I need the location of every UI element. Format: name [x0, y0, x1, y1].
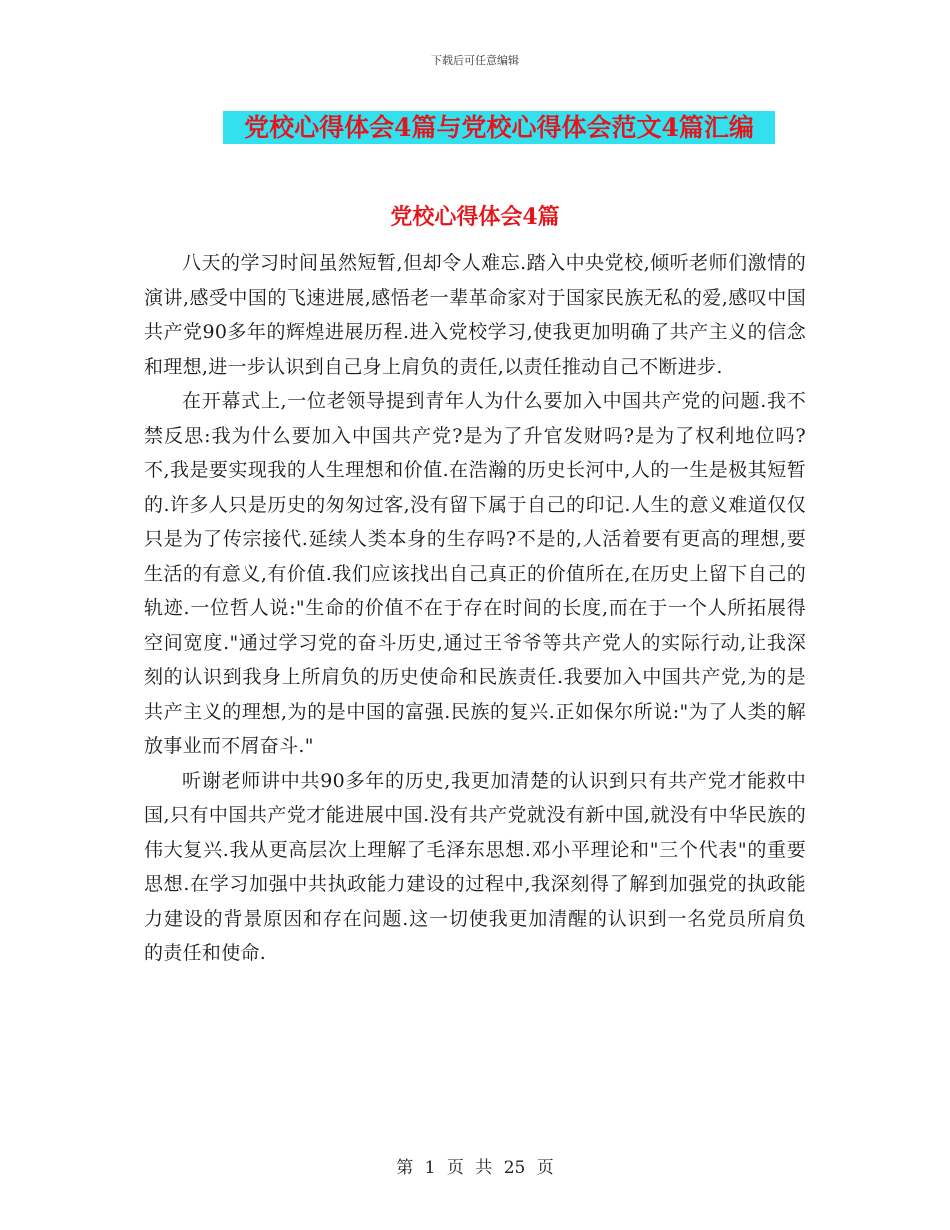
paragraph-3: 听谢老师讲中共90多年的历史,我更加清楚的认识到只有共产党才能救中国,只有中国共产党才能进展中国.没有共产党就没有新中国,就没有中华民族的伟大复兴.我从更高层次上理解了毛泽东思想.邓小平理论和"三个代表"的重要思想.在学习加强中共执政能力建设的过程中,我深刻得了解到加强党的执政能力建设的背景原因和存在问题.这一切使我更加清醒的认识到一名党员所肩负的责任和使命.: [144, 769, 806, 964]
document-title: 党校心得体会4篇与党校心得体会范文4篇汇编: [223, 111, 775, 144]
document-body: [144, 246, 806, 971]
section-title: 党校心得体会4篇: [390, 204, 560, 230]
page-number-footer: 第 1 页 共 25 页: [396, 1158, 554, 1178]
header-note: 下载后可任意编辑: [431, 54, 519, 67]
paragraph-2: 在开幕式上,一位老领导提到青年人为什么要加入中国共产党的问题.我不禁反思:我为什么要加入中国共产党?是为了升官发财吗?是为了权利地位吗?不,我是要实现我的人生理想和价值.在浩瀚的历史长河中,人的一生是极其短暂的.许多人只是历史的匆匆过客,没有留下属于自己的印记.人生的意义难道仅仅只是为了传宗接代.延续人类本身的生存吗?不是的,人活着要有更高的理想,要生活的有意义,有价值.我们应该找出自己真正的价值所在,在历史上留下自己的轨迹.一位哲人说:"生命的价值不在于存在时间的长度,而在于一个人所拓展得空间宽度."通过学习党的奋斗历史,通过王爷爷等共产党人的实际行动,让我深刻的认识到我身上所肩负的历史使命和民族责任.我要加入中国共产党,为的是共产主义的理想,为的是中国的富强.民族的复兴.正如保尔所说:"为了人类的解放事业而不屑奋斗.": [144, 390, 806, 757]
paragraph-1: 八天的学习时间虽然短暂,但却令人难忘.踏入中央党校,倾听老师们激情的演讲,感受中国的飞速进展,感悟老一辈革命家对于国家民族无私的爱,感叹中国共产党90多年的辉煌进展历程.进入党校学习,使我更加明确了共产主义的信念和理想,进一步认识到自己身上肩负的责任,以责任推动自己不断进步.: [144, 252, 806, 378]
